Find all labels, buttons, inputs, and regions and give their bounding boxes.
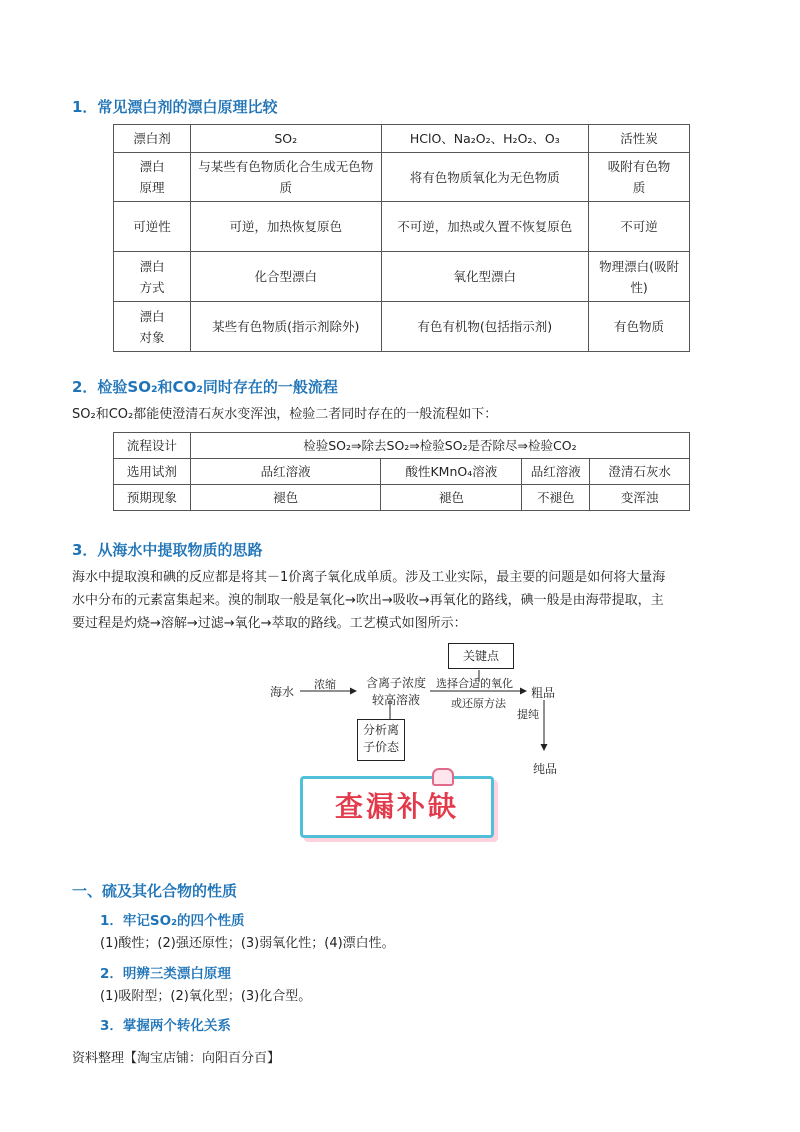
table-row: [114, 153, 690, 202]
table-row: [114, 485, 690, 511]
subsection-heading: 3．掌握两个转化关系: [100, 1018, 231, 1034]
table-cell: 有色物质: [589, 302, 690, 352]
flow-reduction-label: 或还原方法: [451, 697, 506, 710]
flow-analyze-box: [357, 719, 405, 761]
table-cell: 褪色: [381, 485, 522, 511]
section2-title: 2．检验SO₂和CO₂同时存在的一般流程: [72, 378, 338, 396]
table-row: [114, 302, 690, 352]
table-cell: 化合型漂白: [190, 252, 381, 302]
table-cell: 不褪色: [522, 485, 590, 511]
subsection-text: (1)酸性；(2)强还原性；(3)弱氧化性；(4)漂白性。: [100, 936, 395, 951]
table-header-row: [114, 125, 690, 153]
flow-crude-product: 粗品: [531, 686, 556, 700]
row-label: 可逆性: [114, 202, 191, 252]
flow-text-line: 较高溶液: [371, 693, 420, 707]
row-label: 漂白方式: [114, 252, 191, 302]
table-cell: 与某些有色物质化合生成无色物质: [190, 153, 381, 202]
header-cell: SO₂: [190, 125, 381, 153]
table-cell: 褪色: [190, 485, 381, 511]
process-design-cell: 检验SO₂⇒除去SO₂⇒检验SO₂是否除尽⇒检验CO₂: [190, 433, 689, 459]
table-cell: 可逆，加热恢复原色: [190, 202, 381, 252]
row-label: 选用试剂: [114, 459, 191, 485]
section4-title: 一、硫及其化合物的性质: [72, 882, 238, 900]
table-cell: 有色有机物(包括指示剂): [381, 302, 589, 352]
footer-source: 资料整理【淘宝店铺：向阳百分百】: [72, 1051, 281, 1066]
table-cell: 不可逆，加热或久置不恢复原色: [381, 202, 589, 252]
row-label: 漂白原理: [114, 153, 191, 202]
row-label: 预期现象: [114, 485, 191, 511]
flow-purify-label: 提纯: [517, 708, 539, 721]
table-cell: 变浑浊: [590, 485, 690, 511]
subsection-text: (1)吸附型；(2)氧化型；(3)化合型。: [100, 989, 312, 1004]
table-row: [114, 459, 690, 485]
so2-co2-test-table: [113, 432, 690, 511]
table-cell: 吸附有色物质: [589, 153, 690, 202]
paragraph-line: 要过程是灼烧→溶解→过滤→氧化→萃取的路线。工艺模式如图所示：: [72, 616, 467, 631]
banner-title: 查漏补缺: [334, 790, 459, 823]
paperclip-icon: [432, 768, 454, 786]
table-cell: 某些有色物质(指示剂除外): [190, 302, 381, 352]
table-row: [114, 202, 690, 252]
table-cell: 品红溶液: [522, 459, 590, 485]
table-cell: 品红溶液: [190, 459, 381, 485]
row-label: 流程设计: [114, 433, 191, 459]
flow-pure-product: 纯品: [533, 762, 558, 776]
header-cell: HClO、Na₂O₂、H₂O₂、O₃: [381, 125, 589, 153]
flow-seawater: 海水: [270, 685, 295, 699]
table-cell: 氧化型漂白: [381, 252, 589, 302]
subsection-heading: 1．牢记SO₂的四个性质: [100, 913, 245, 929]
flow-oxidation-label: 选择合适的氧化: [436, 677, 513, 690]
table-cell: 物理漂白(吸附性): [589, 252, 690, 302]
table-cell: 将有色物质氧化为无色物质: [381, 153, 589, 202]
table-cell: 澄清石灰水: [590, 459, 690, 485]
section1-title: 1．常见漂白剂的漂白原理比较: [72, 98, 278, 116]
subsection-heading: 2．明辨三类漂白原理: [100, 966, 231, 982]
flow-text-line: 分析离: [362, 723, 399, 737]
table-row: [114, 433, 690, 459]
flow-concentrate-label: 浓缩: [314, 678, 336, 691]
section3-title: 3．从海水中提取物质的思路: [72, 541, 263, 559]
flow-text-line: 子价态: [362, 740, 399, 754]
bleach-comparison-table: [113, 124, 690, 352]
table-cell: 酸性KMnO₄溶液: [381, 459, 522, 485]
row-label: 漂白对象: [114, 302, 191, 352]
paragraph-line: 水中分布的元素富集起来。溴的制取一般是氧化→吹出→吸收→再氧化的路线，碘一般是由海带提取，主: [72, 593, 664, 608]
flow-key-point-box: 关键点: [448, 643, 514, 669]
section2-intro: SO₂和CO₂都能使澄清石灰水变浑浊，检验二者同时存在的一般流程如下：: [72, 407, 498, 422]
section3-paragraph: [72, 566, 732, 635]
table-row: [114, 252, 690, 302]
paragraph-line: 海水中提取溴和碘的反应都是将其－1价离子氧化成单质。涉及工业实际，最主要的问题是如何将大量海: [72, 570, 666, 585]
header-cell: 活性炭: [589, 125, 690, 153]
header-cell: 漂白剂: [114, 125, 191, 153]
review-banner: [300, 776, 494, 838]
flow-concentrated-solution: [360, 675, 432, 709]
table-cell: 不可逆: [589, 202, 690, 252]
flow-text-line: 含离子浓度: [365, 676, 426, 690]
